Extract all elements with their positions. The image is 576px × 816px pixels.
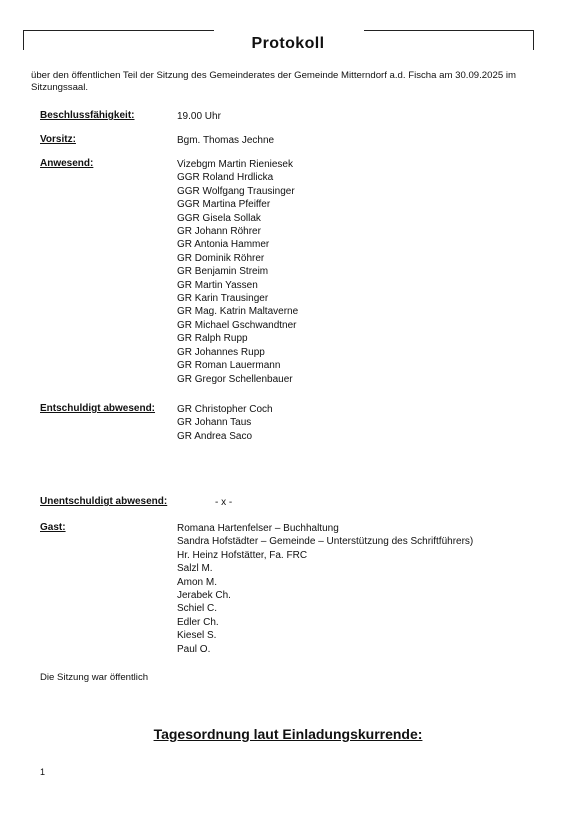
present-member: GR Antonia Hammer — [177, 239, 270, 251]
present-member: GGR Wolfgang Trausinger — [177, 185, 295, 197]
intro-text: über den öffentlichen Teil der Sitzung des Gemeinderates der Gemeinde Mitterndorf a.d. Fischa am 30.09.2025 im Sitzungssaal. — [31, 70, 516, 93]
present-member: GGR Roland Hrdlicka — [177, 172, 274, 184]
guest-entry: Jerabek Ch. — [177, 590, 231, 602]
present-member: Vizebgm Martin Rieniesek — [177, 159, 293, 170]
present-label: Anwesend: — [40, 158, 94, 169]
present-member: GR Michael Gschwandtner — [177, 319, 297, 331]
agenda-heading: Tagesordnung laut Einladungskurrende: — [153, 726, 423, 742]
present-member: GR Gregor Schellenbauer — [177, 373, 293, 385]
present-member: GGR Martina Pfeiffer — [177, 199, 271, 211]
present-member: GR Benjamin Streim — [177, 266, 269, 278]
guests-list — [177, 522, 473, 656]
guests-label: Gast: — [40, 522, 66, 533]
present-member: GGR Gisela Sollak — [177, 212, 261, 224]
present-list — [177, 158, 298, 386]
guest-entry: Hr. Heinz Hofstätter, Fa. FRC — [177, 549, 308, 561]
chair-value: Bgm. Thomas Jechne — [177, 135, 275, 146]
quorum-label: Beschlussfähigkeit: — [40, 110, 135, 121]
present-member: GR Johannes Rupp — [177, 346, 265, 358]
document-title: Protokoll — [251, 35, 325, 52]
present-member: GR Dominik Röhrer — [177, 252, 265, 264]
present-member: GR Roman Lauermann — [177, 360, 281, 372]
present-member: GR Martin Yassen — [177, 279, 258, 291]
excused-member: GR Andrea Saco — [177, 430, 253, 442]
present-member: GR Ralph Rupp — [177, 333, 248, 345]
public-session-note: Die Sitzung war öffentlich — [40, 672, 149, 683]
guest-entry: Sandra Hofstädter – Gemeinde – Unterstützung des Schriftführers) — [177, 536, 474, 548]
header-frame-gap — [214, 28, 364, 34]
guest-entry: Romana Hartenfelser – Buchhaltung — [177, 523, 339, 534]
excused-member: GR Johann Taus — [177, 417, 252, 429]
guest-entry: Paul O. — [177, 643, 211, 655]
guest-entry: Schiel C. — [177, 603, 218, 615]
guest-entry: Kiesel S. — [177, 630, 217, 642]
chair-label: Vorsitz: — [40, 134, 76, 145]
page-number: 1 — [40, 767, 46, 777]
unexcused-value: - x - — [215, 497, 233, 508]
guest-entry: Edler Ch. — [177, 616, 219, 628]
present-member: GR Johann Röhrer — [177, 226, 261, 238]
quorum-value: 19.00 Uhr — [177, 111, 221, 122]
present-member: GR Mag. Katrin Maltaverne — [177, 306, 299, 318]
unexcused-label: Unentschuldigt abwesend: — [40, 496, 168, 507]
excused-label: Entschuldigt abwesend: — [40, 403, 156, 414]
guest-entry: Salzl M. — [177, 563, 213, 575]
excused-member: GR Christopher Coch — [177, 404, 273, 415]
excused-list — [177, 403, 273, 443]
present-member: GR Karin Trausinger — [177, 293, 269, 305]
guest-entry: Amon M. — [177, 576, 218, 588]
